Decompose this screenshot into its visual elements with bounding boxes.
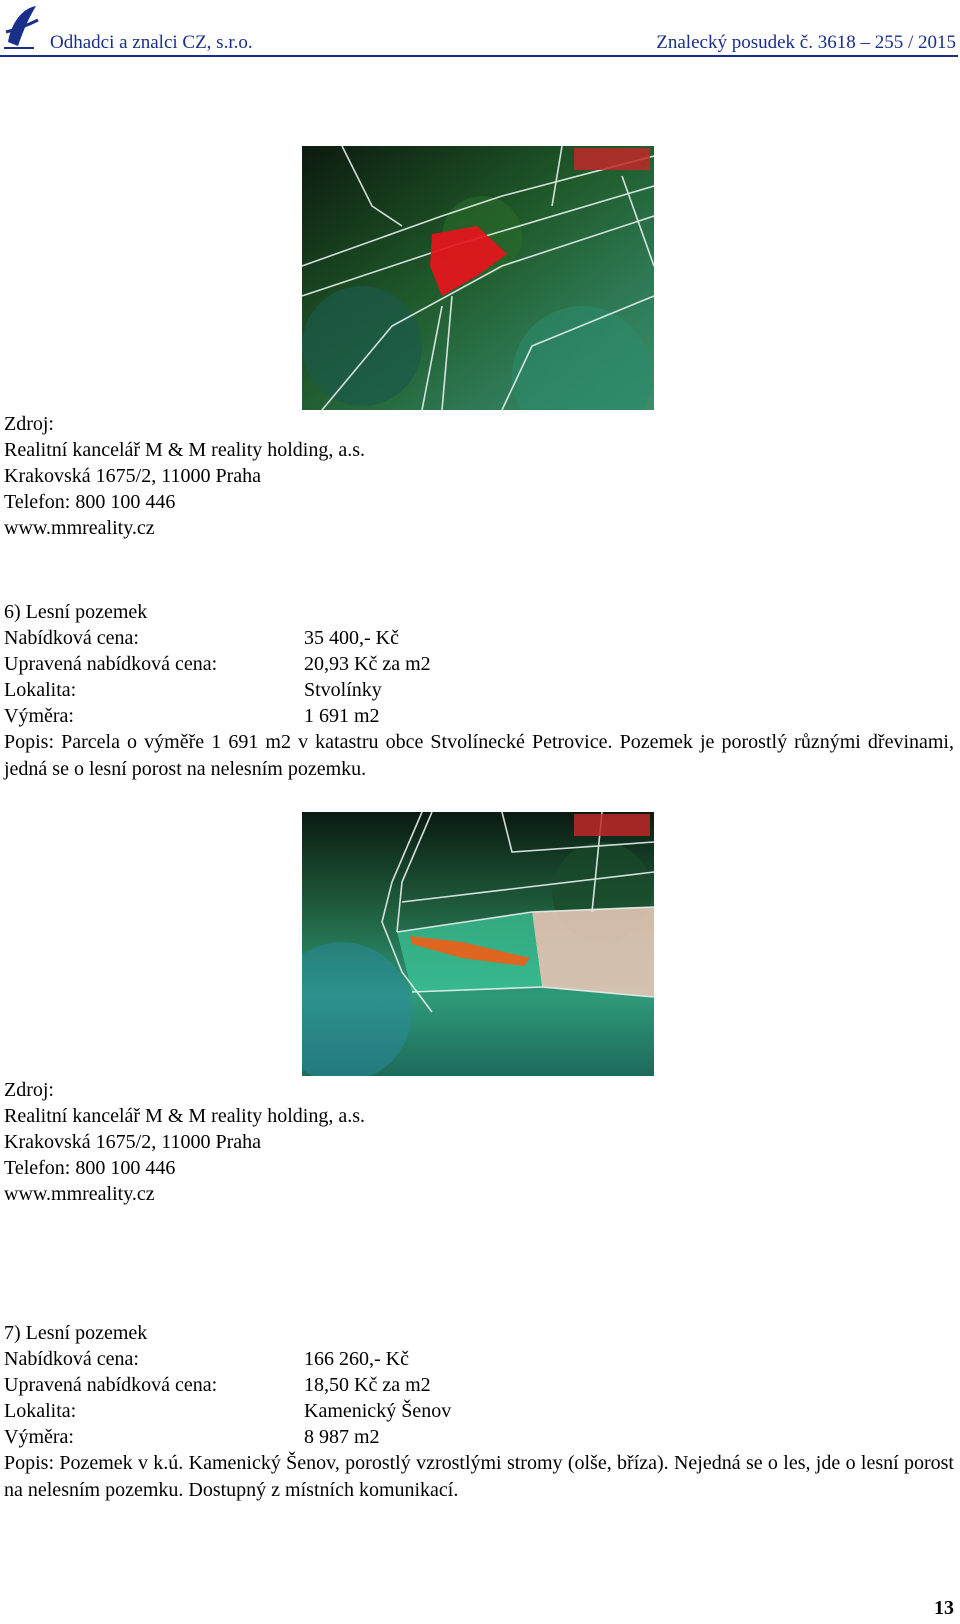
page-header — [0, 0, 960, 58]
listing-6-location-row — [4, 677, 944, 703]
price-label: Nabídková cena: — [4, 1348, 139, 1370]
source-phone: Telefon: 800 100 446 — [4, 1157, 176, 1179]
source-agency: Realitní kancelář M & M reality holding, a.s. — [4, 1105, 366, 1127]
price-value: 166 260,- Kč — [304, 1348, 409, 1370]
header-report-number: Znalecký posudek č. 3618 – 255 / 2015 — [656, 32, 956, 53]
price-value: 35 400,- Kč — [304, 627, 399, 649]
listing-7-location-row — [4, 1398, 944, 1424]
listing-7-title: 7) Lesní pozemek — [4, 1322, 148, 1344]
aerial-map-photo-2 — [302, 812, 654, 1076]
header-company-name: Odhadci a znalci CZ, s.r.o. — [50, 32, 253, 53]
company-logo-icon — [4, 2, 40, 52]
adjusted-price-value: 18,50 Kč za m2 — [304, 1374, 431, 1396]
source-agency: Realitní kancelář M & M reality holding, a.s. — [4, 439, 366, 461]
listing-6-description: Popis: Parcela o výměře 1 691 m2 v katastru obce Stvolínecké Petrovice. Pozemek je porostlý různými dřevinami, jedná se o lesní porost na nelesním pozemku. — [4, 731, 954, 780]
source-label: Zdroj: — [4, 413, 54, 435]
listing-6-adjusted-price-row — [4, 651, 944, 677]
adjusted-price-label: Upravená nabídková cena: — [4, 653, 218, 675]
location-value: Kamenický Šenov — [304, 1400, 452, 1422]
source-address: Krakovská 1675/2, 11000 Praha — [4, 1131, 261, 1153]
listing-7-price-row — [4, 1346, 944, 1372]
location-label: Lokalita: — [4, 679, 77, 701]
listing-7-area-row — [4, 1424, 944, 1450]
source-address: Krakovská 1675/2, 11000 Praha — [4, 465, 261, 487]
source-phone: Telefon: 800 100 446 — [4, 491, 176, 513]
source-label: Zdroj: — [4, 1079, 54, 1101]
page-number: 13 — [934, 1597, 954, 1619]
listing-6-area-row — [4, 703, 944, 729]
source-web: www.mmreality.cz — [4, 517, 155, 539]
source-web: www.mmreality.cz — [4, 1183, 155, 1205]
location-value: Stvolínky — [304, 679, 382, 701]
area-label: Výměra: — [4, 1426, 74, 1448]
header-divider — [0, 55, 958, 57]
price-label: Nabídková cena: — [4, 627, 139, 649]
listing-6-title: 6) Lesní pozemek — [4, 601, 148, 623]
aerial-cadastral-map-1 — [302, 146, 654, 410]
listing-7-description: Popis: Pozemek v k.ú. Kamenický Šenov, porostlý vzrostlými stromy (olše, bříza). Nejedná se o les, jde o lesní porost na nelesním pozemku. Dostupný z místních komunikací. — [4, 1452, 954, 1501]
listing-7-adjusted-price-row — [4, 1372, 944, 1398]
aerial-map-photo-1 — [302, 146, 654, 410]
listing-6-price-row — [4, 625, 944, 651]
area-value: 8 987 m2 — [304, 1426, 380, 1448]
aerial-cadastral-map-2 — [302, 812, 654, 1076]
adjusted-price-label: Upravená nabídková cena: — [4, 1374, 218, 1396]
location-label: Lokalita: — [4, 1400, 77, 1422]
area-value: 1 691 m2 — [304, 705, 380, 727]
adjusted-price-value: 20,93 Kč za m2 — [304, 653, 431, 675]
area-label: Výměra: — [4, 705, 74, 727]
